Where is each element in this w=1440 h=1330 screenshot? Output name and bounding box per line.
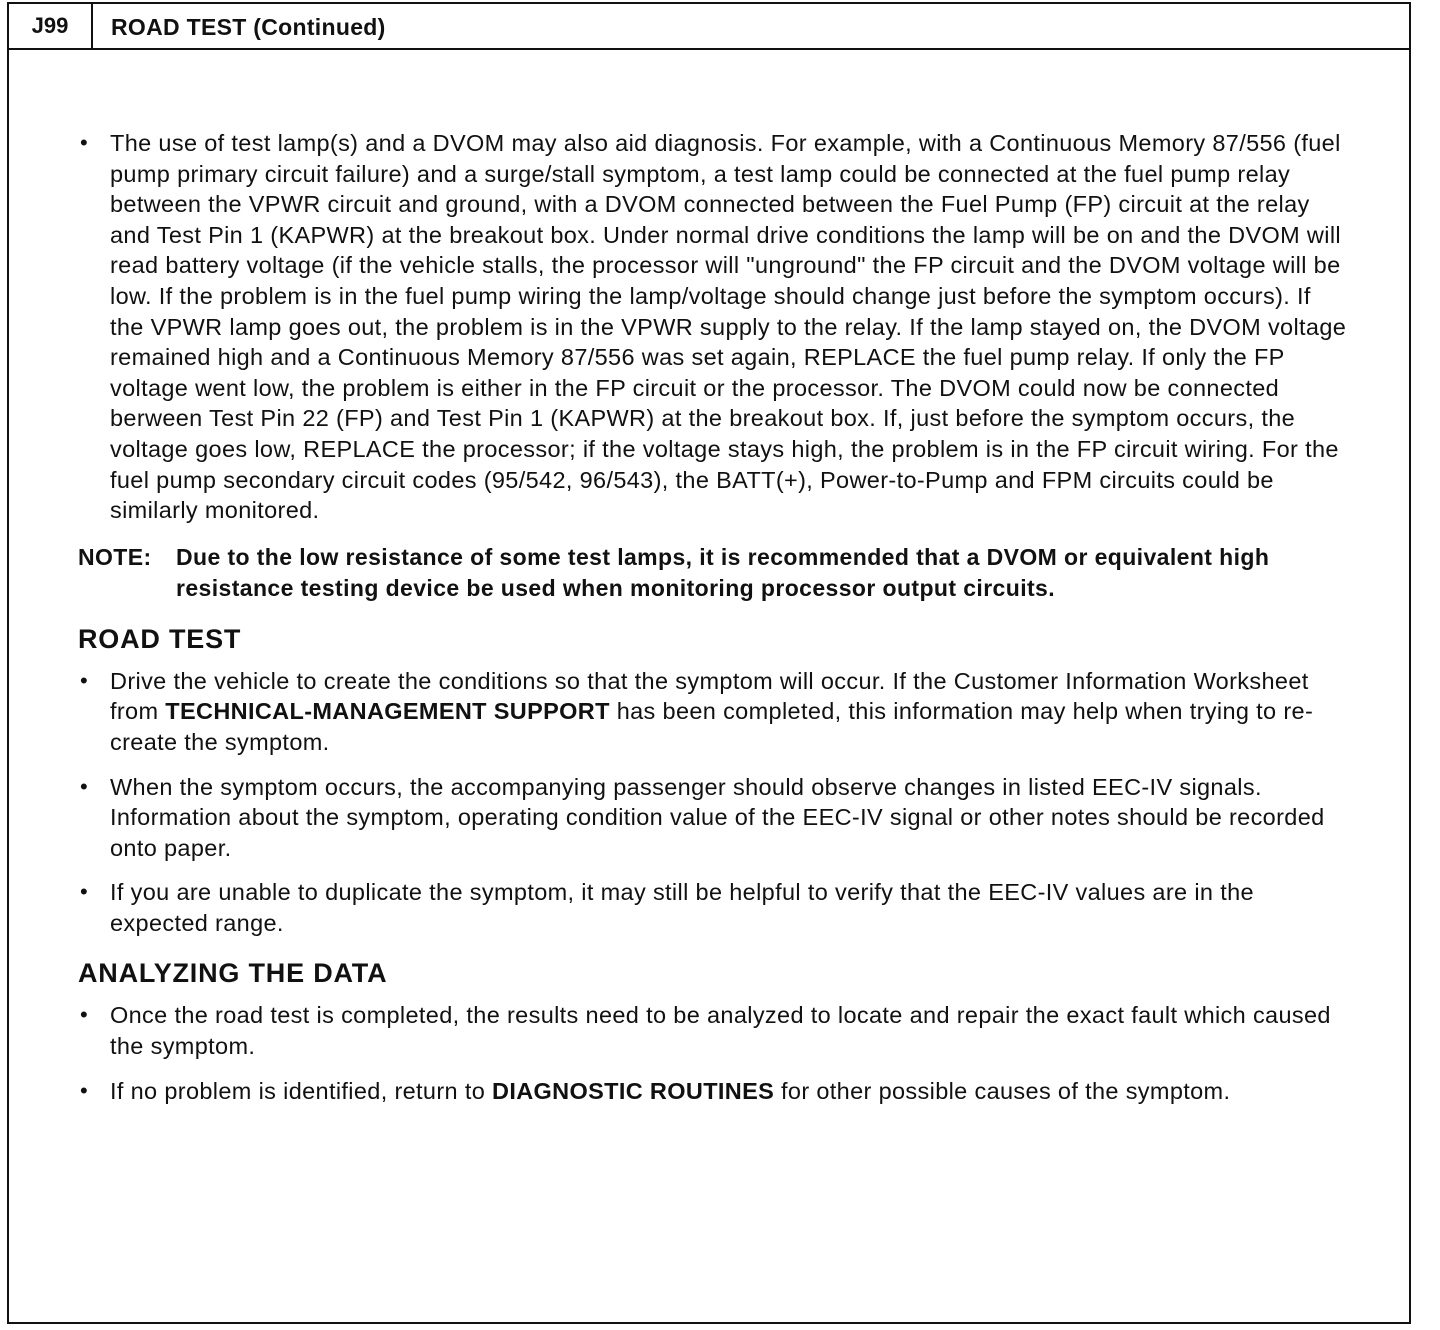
road-test-heading: ROAD TEST [78,623,242,654]
road-test-bullet-1-text-end: has been completed, this information may help when trying to re-create the symptom. [110,698,1314,755]
diagnostic-routines-reference: DIAGNOSTIC ROUTINES [492,1077,775,1104]
note-label: NOTE: [78,543,152,570]
analyzing-bullet-2-text: If no problem is identified, return to [110,1077,493,1104]
analyzing-bullet-2 [78,1076,1348,1107]
section-code: J99 [9,4,93,48]
analyzing-heading: ANALYZING THE DATA [78,958,388,989]
road-test-bullet-1 [78,666,1348,758]
road-test-bullet-1-text: Drive the vehicle to create the conditions so that the symptom will occur. If the Customer Information Worksheet from [110,667,1309,725]
section-header [9,4,1409,50]
technical-management-support-reference: TECHNICAL-MANAGEMENT SUPPORT [165,698,610,725]
section-title: ROAD TEST (Continued) [111,14,386,40]
road-test-bullet-3: • If you are unable to duplicate the symptom, it may still be helpful to verify that the EEC-IV values are in the expected range. [78,877,1348,938]
note-text: Due to the low resistance of some test lamps, it is recommended that a DVOM or equivalent high resistance testing device be used when monitoring processor output circuits. [176,543,1270,601]
document-body [78,128,1348,1106]
note-block [78,542,1348,604]
analyzing-bullet-1: • Once the road test is completed, the results need to be analyzed to locate and repair the exact fault which caused the symptom. [78,1000,1348,1061]
analyzing-bullet-2-text-end: for other possible causes of the symptom. [774,1077,1231,1104]
road-test-bullet-2: • When the symptom occurs, the accompanying passenger should observe changes in listed EEC-IV signals. Information about the symptom, operating condition value of the EEC-IV signal or other notes should be recorded onto paper. [78,772,1348,864]
intro-bullet: • The use of test lamp(s) and a DVOM may also aid diagnosis. For example, with a Continuous Memory 87/556 (fuel pump primary circuit failure) and a surge/stall symptom, a test lamp could be connected at the fuel pump relay between the VPWR circuit and ground, with a DVOM connected between the Fuel Pump (FP) circuit at the relay and Test Pin 1 (KAPWR) at the breakout box. Under normal drive conditions the lamp will be on and the DVOM will read battery voltage (if the vehicle stalls, the processor will "unground" the FP circuit and the DVOM voltage will be low. If the problem is in the fuel pump wiring the lamp/voltage should change just before the symptom occurs). If the VPWR lamp goes out, the problem is in the VPWR supply to the relay. If the lamp stayed on, the DVOM voltage remained high and a Continuous Memory 87/556 was set again, REPLACE the fuel pump relay. If only the FP voltage went low, the problem is either in the FP circuit or the processor. The DVOM could now be connected berween Test Pin 22 (FP) and Test Pin 1 (KAPWR) at the breakout box. If, just before the symptom occurs, the voltage goes low, REPLACE the processor; if the voltage stays high, the problem is in the FP circuit wiring. For the fuel pump secondary circuit codes (95/542, 96/543), the BATT(+), Power-to-Pump and FPM circuits could be similarly monitored. [78,128,1348,526]
